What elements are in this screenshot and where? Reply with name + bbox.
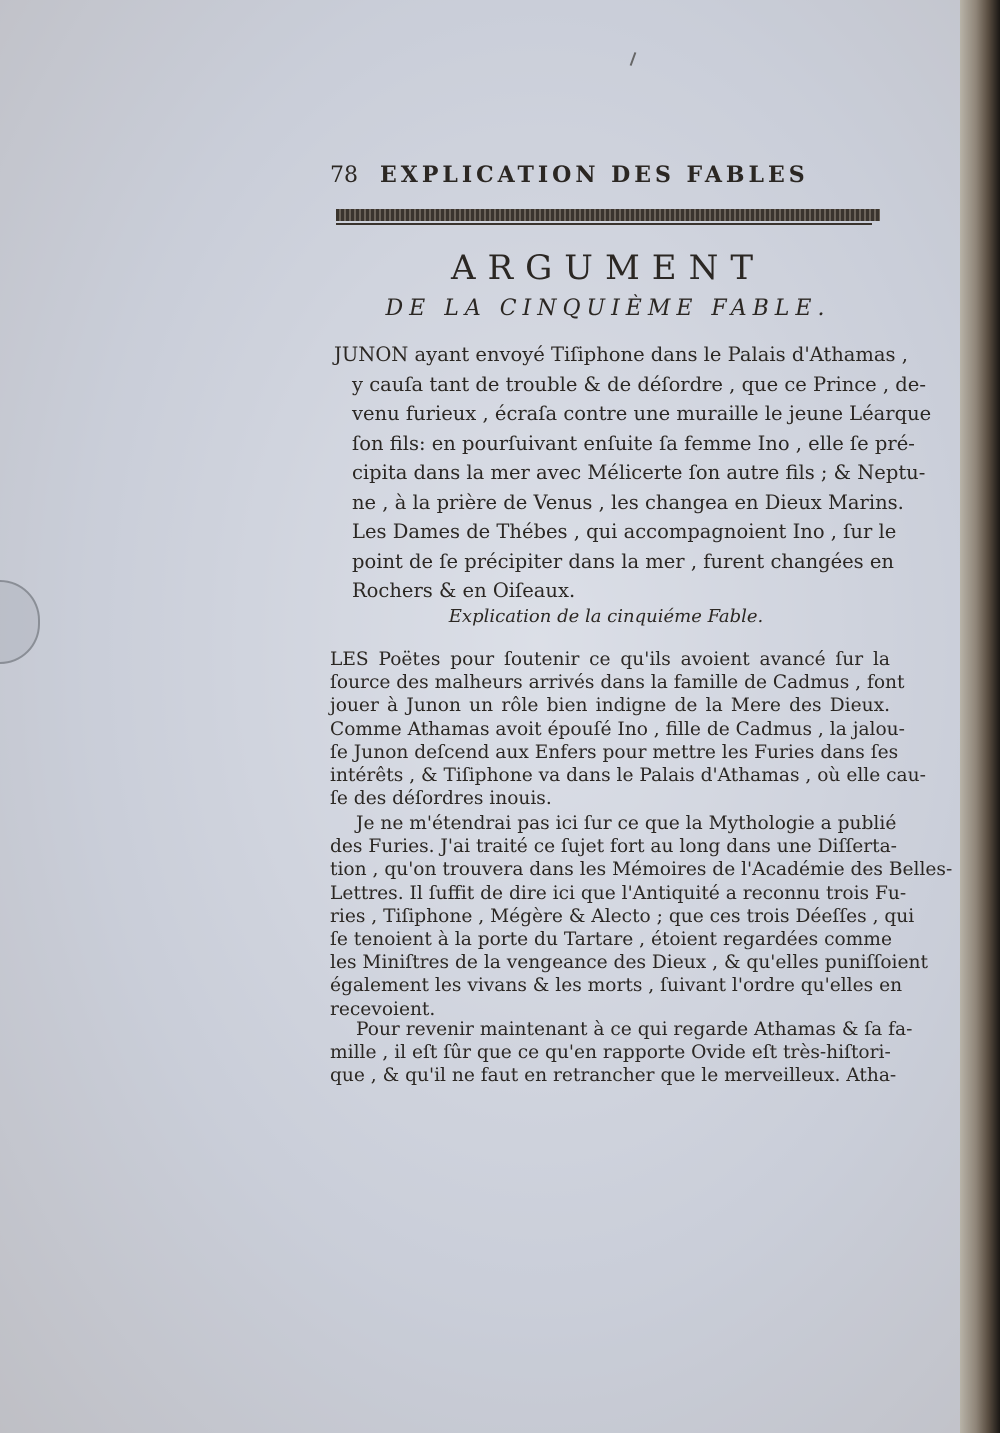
argument-line: point de ſe précipiter dans la mer , furent changées en [352,549,894,573]
body-line: des Furies. J'ai traité ce ſujet fort au long dans une Diſſerta- [330,836,897,858]
body-line: ſource des malheurs arrivés dans la famille de Cadmus , font [330,672,905,694]
argument-line: cipita dans la mer avec Mélicerte ſon autre fils ; & Neptu- [352,461,926,484]
body-line: Pour revenir maintenant à ce qui regarde Athamas & ſa fa- [356,1019,913,1040]
body-line: Je ne m'étendrai pas ici ſur ce que la Mythologie a publié [356,813,897,834]
body-line: intérêts , & Tiſiphone va dans le Palais d'Athamas , où elle cau- [330,765,926,787]
argument-line: Les Dames de Thébes , qui accompagnoient Ino , ſur le [352,520,897,543]
paragraph-2 [330,812,953,1021]
argument-subtitle: DE LA CINQUIÈME FABLE. [385,296,831,321]
ornamental-rule [336,209,880,221]
argument-line: venu furieux , écraſa contre une muraille le jeune Léarque [352,402,932,425]
body-line: également les vivans & les morts , ſuivant l'ordre qu'elles en [330,975,903,997]
argument-title: ARGUMENT [450,248,766,288]
body-line: les Miniſtres de la vengeance des Dieux , & qu'elles puniſſoient [330,952,928,974]
argument-paragraph [334,340,932,606]
argument-line: y cauſa tant de trouble & de déſordre , que ce Prince , de- [352,372,926,396]
argument-line: ne , à la prière de Venus , les changea en Dieux Marins. [352,490,904,514]
body-line: mille , il eſt ſûr que ce qu'en rapporte Ovide eſt très-hiſtori- [330,1042,891,1064]
argument-line: ſon fils: en pourſuivant enſuite ſa femme Ino , elle ſe pré- [352,431,915,455]
body-line: Comme Athamas avoit épouſé Ino , fille de Cadmus , la jalou- [330,718,905,740]
body-line: LES Poëtes pour ſoutenir ce qu'ils avoient avancé ſur la [330,649,890,670]
paragraph-3 [330,1018,913,1088]
body-line: Lettres. Il ſuffit de dire ici que l'Antiquité a reconnu trois Fu- [330,882,907,904]
explication-title: Explication de la cinquiéme Fable. [448,606,764,627]
rule-line [336,223,872,225]
body-line: ſe des déſordres inouis. [330,788,552,810]
body-line: tion , qu'on trouvera dans les Mémoires de l'Académie des Belles- [330,859,953,881]
body-line: que , & qu'il ne faut en retrancher que le merveilleux. Atha- [330,1065,897,1087]
page-number: 78 [330,163,358,188]
body-line: ries , Tiſiphone , Mégère & Alecto ; que ces trois Déeſſes , qui [330,905,915,927]
paragraph-1 [330,648,926,810]
page-edge [960,0,1000,1433]
argument-line: Rochers & en Oiſeaux. [352,579,576,602]
running-head [330,162,830,192]
argument-line: JUNON ayant envoyé Tiſiphone dans le Palais d'Athamas , [334,343,908,366]
body-line: ſe Junon deſcend aux Enfers pour mettre les Furies dans ſes [330,741,899,763]
body-line: recevoient. [330,998,436,1020]
body-line: jouer à Junon un rôle bien indigne de la Mere des Dieux. [330,695,890,717]
body-line: ſe tenoient à la porte du Tartare , étoient regardées comme [330,929,892,951]
running-head-title: EXPLICATION DES FABLES [380,162,809,188]
